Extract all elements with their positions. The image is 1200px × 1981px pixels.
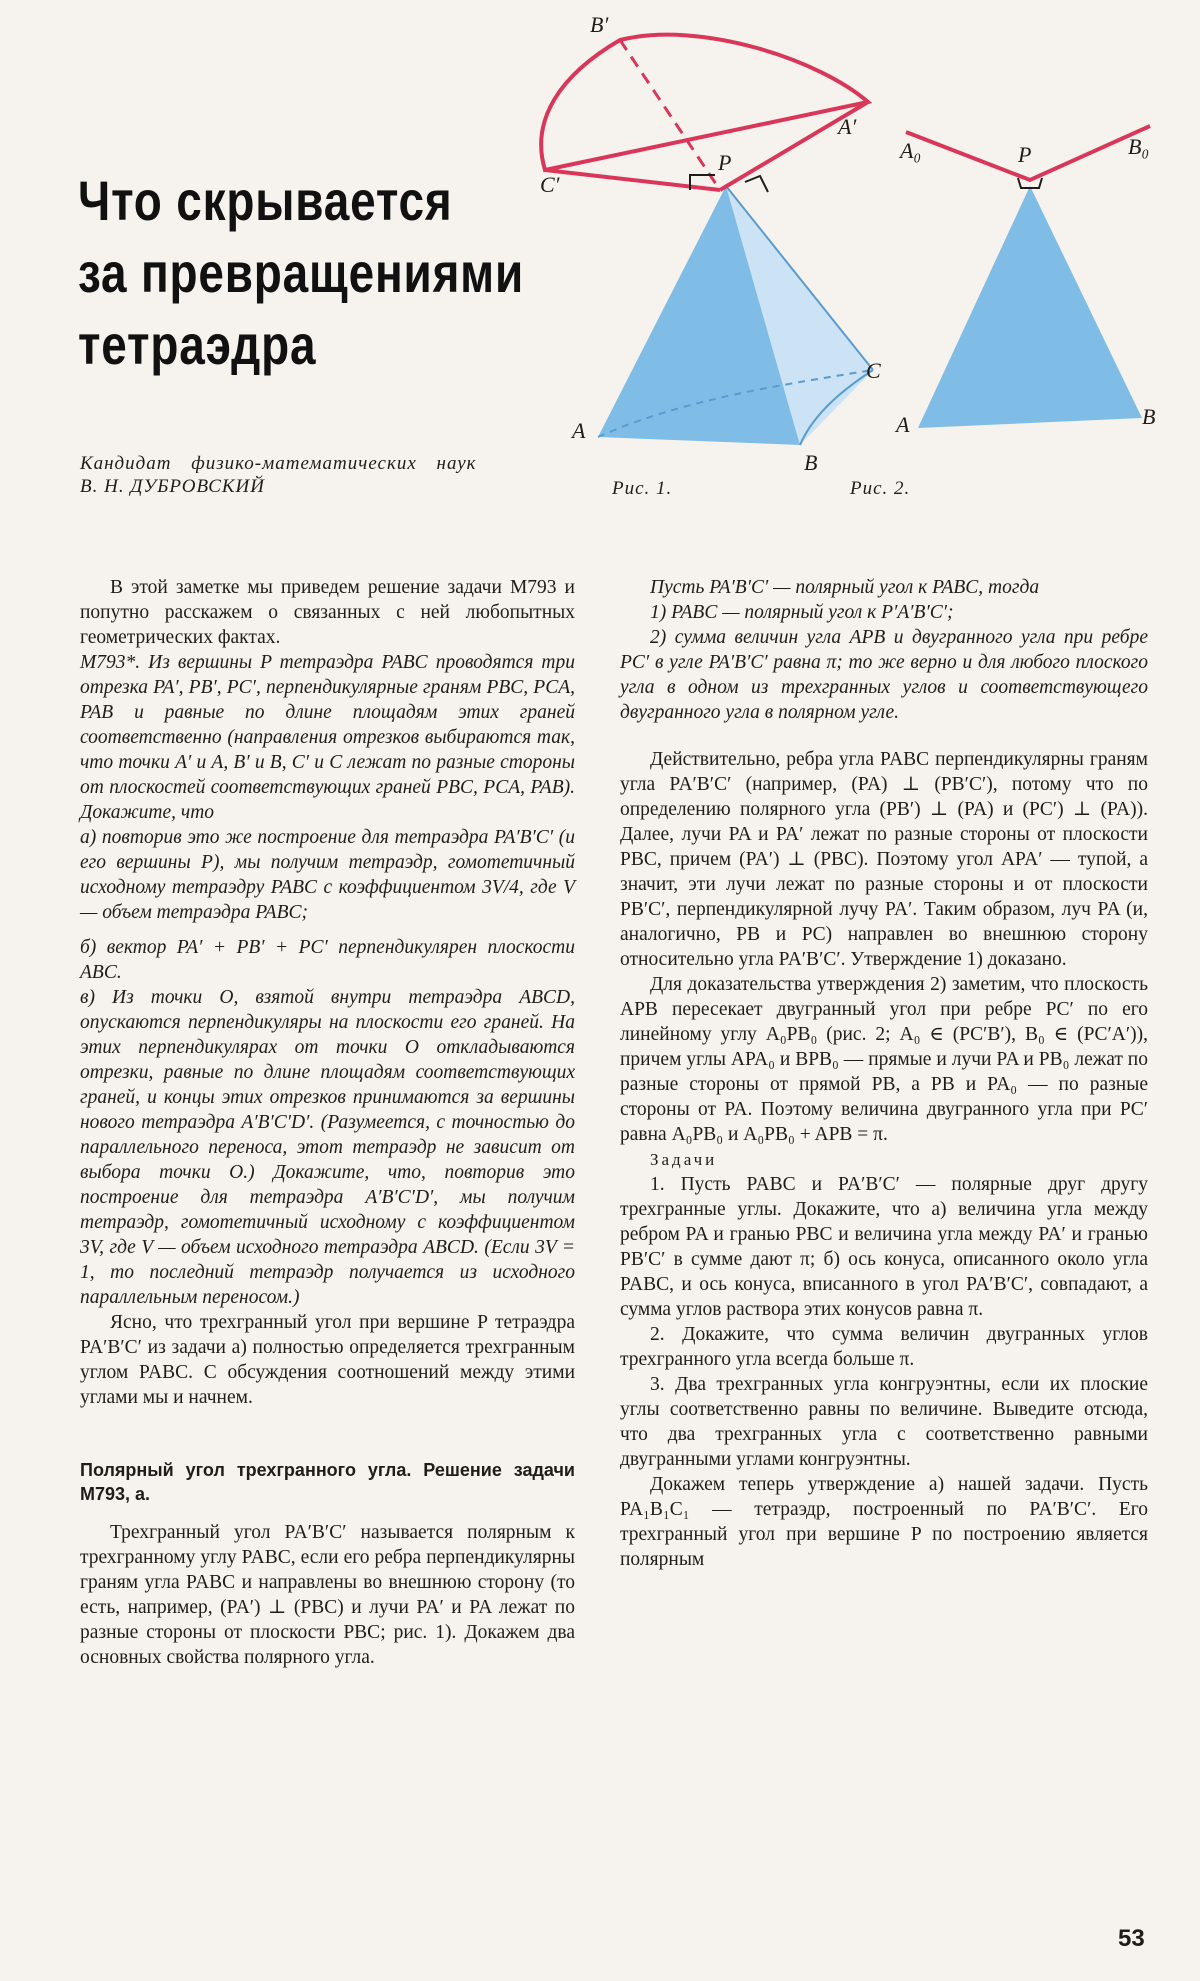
fig2-label-a0: A₀	[900, 138, 922, 163]
problems-heading: Задачи	[650, 1150, 718, 1169]
fig2-caption: Рис. 2.	[850, 478, 911, 499]
fig2-triangle	[918, 186, 1142, 428]
fig1-label-c: C	[866, 358, 881, 383]
fig2-label-p: P	[1018, 142, 1032, 167]
article-title	[78, 165, 525, 381]
property-2: 2) сумма величин угла APB и двугранного угла при ребре PC′ в угле PA′B′C′ равна π; то же верно и для любого плоского угла в одном из трехгранных углов и соответствующего двугранного угла в полярном угле.	[620, 627, 1148, 723]
paragraph: Пусть PA′B′C′ — полярный угол к PABC, тогда	[650, 577, 1040, 598]
fig1-caption: Рис. 1.	[612, 478, 673, 499]
paragraph: В этой заметке мы приведем решение задачи М793 и попутно расскажем о связанных с ней любопытных геометрических фактах.	[80, 577, 575, 648]
problem-part-b: б) вектор PA′ + PB′ + PC′ перпендикулярен плоскости ABC.	[80, 937, 575, 983]
fig1-polar-edge-pb	[620, 40, 720, 190]
paragraph: Для доказательства утверждения 2) заметим, что плоскость APB пересекает двугранный угол при ребре PC′ по его линейному углу A₀PB₀ (рис. 2; A₀ ∈ (PC′B′), B₀ ∈ (PC′A′)), причем углы APA₀ и BPB₀ — прямые и лучи PA и PB₀ лежат по разные стороны от прямой PB, а PB и PA₀ — по разные стороны от PA. Поэтому величина двугранного угла при PC′ равна A₀PB₀ и A₀PB₀ + APB = π.	[620, 974, 1148, 1145]
problem-part-a: а) повторив это же построение для тетраэдра PA′B′C′ (и его вершины P), мы получим тетраэдр, гомотетичный исходному тетраэдру PABC с коэффициентом 3V/4, где V — объем тетраэдра PABC;	[80, 827, 575, 923]
paragraph: Действительно, ребра угла PABC перпендикулярны граням угла PA′B′C′ (например, (PA) ⊥ (PB′C′), потому что по определению полярного угла (PB′) ⊥ (PA) и (PC′) ⊥ (PA)). Далее, лучи PA и PA′ лежат по разные стороны от плоскости PBC, причем (PA′) ⊥ (PBC). Поэтому угол APA′ — тупой, а значит, эти лучи лежат по разные стороны и от плоскости PB′C′, перпендикулярной лучу PA′. Таким образом, луч PA (и, аналогично, PB и PC) направлен во внешнюю сторону относительно угла PA′B′C′. Утверждение 1) доказано.	[620, 749, 1148, 970]
fig2-label-a: A	[896, 412, 910, 437]
figures	[520, 0, 1200, 470]
paragraph: Трехгранный угол PA′B′C′ называется полярным к трехгранному углу PABC, если его ребра перпендикулярны граням угла PABC и направлены во внешнюю сторону (то есть, например, (PA′) ⊥ (PBC) и лучи PA′ и PA лежат по разные стороны от плоскости PBC; рис. 1). Докажем два основных свойства полярного угла.	[80, 1522, 575, 1668]
author-name: В. Н. ДУБРОВСКИЙ	[80, 476, 265, 497]
title-line: Что скрывается	[78, 169, 453, 232]
fig1-polar-edge-pc	[545, 170, 720, 190]
paragraph: Докажем теперь утверждение а) нашей задачи. Пусть PA₁B₁C₁ — тетраэдр, построенный по PA′B′C′. Его трехгранный угол при вершине P по построению является полярным	[620, 1474, 1148, 1570]
fig1-label-b-prime: B′	[590, 12, 609, 37]
page-number: 53	[1118, 1925, 1145, 1952]
author-credentials: Кандидат физико-математических наук	[80, 453, 477, 474]
right-column	[620, 575, 1148, 1572]
section-heading: Полярный угол трехгранного угла. Решение задачи М793, а.	[80, 1460, 575, 1504]
fig2-label-b: B	[1142, 404, 1156, 429]
exercise-1: 1. Пусть PABC и PA′B′C′ — полярные друг другу трехгранные углы. Докажите, что а) величина угла между ребром PA и гранью PBC и величина угла между PA′ и гранью PB′C′ в сумме дают π; б) ось конуса, описанного около угла PABC, и ось конуса, вписанного в угол PA′B′C′, совпадают, а сумма углов раствора этих конусов равна π.	[620, 1174, 1148, 1320]
exercise-2: 2. Докажите, что сумма величин двугранных углов трехгранного угла всегда больше π.	[620, 1324, 1148, 1370]
title-line: тетраэдра	[78, 313, 317, 376]
left-column	[80, 575, 575, 1670]
fig1-label-a-prime: A′	[838, 114, 857, 139]
fig1-polar-angle	[541, 35, 868, 170]
paragraph: Ясно, что трехгранный угол при вершине P тетраэдра PA′B′C′ из задачи а) полностью определяется трехгранным углом PABC. С обсуждения соотношений между этими углами мы и начнем.	[80, 1312, 575, 1408]
title-line: за превращениями	[78, 241, 525, 304]
exercise-3: 3. Два трехгранных угла конгруэнтны, если их плоские углы соответственно равны по величине. Выведите отсюда, что два трехгранных угла с соответственно равными двугранными углами конгруэнтны.	[620, 1374, 1148, 1470]
fig1-label-b: B	[804, 450, 818, 470]
author-block	[80, 452, 570, 498]
fig1-label-p: P	[718, 150, 732, 175]
fig2-label-b0: B₀	[1128, 134, 1150, 159]
problem-part-c: в) Из точки O, взятой внутри тетраэдра ABCD, опускаются перпендикуляры на плоскости его граней. На этих перпендикулярах от точки O откладываются отрезки, равные по длине площадям соответствующих граней, и концы этих отрезков принимаются за вершины нового тетраэдра A′B′C′D′. (Разумеется, с точностью до параллельного переноса, этот тетраэдр не зависит от выбора точки O.) Докажите, что, повторив это построение для тетраэдра A′B′C′D′, мы получим тетраэдр, гомотетичный исходному с коэффициентом 3V, где V — объем исходного тетраэдра ABCD. (Если 3V = 1, то последний тетраэдр получается из исходного параллельным переносом.)	[80, 987, 575, 1308]
fig1-label-c-prime: C′	[540, 172, 560, 197]
fig1-label-a: A	[572, 418, 586, 443]
problem-statement: М793*. Из вершины P тетраэдра PABC проводятся три отрезка PA′, PB′, PC′, перпендикулярные граням PBC, PCA, PAB и равные по длине площадям этих граней соответственно (направления отрезков выбираются так, что точки A′ и A, B′ и B, C′ и C лежат по разные стороны от плоскостей соответствующих граней PBC, PCA, PAB). Докажите, что	[80, 652, 575, 823]
property-1: 1) PABC — полярный угол к P′A′B′C′;	[650, 602, 954, 623]
